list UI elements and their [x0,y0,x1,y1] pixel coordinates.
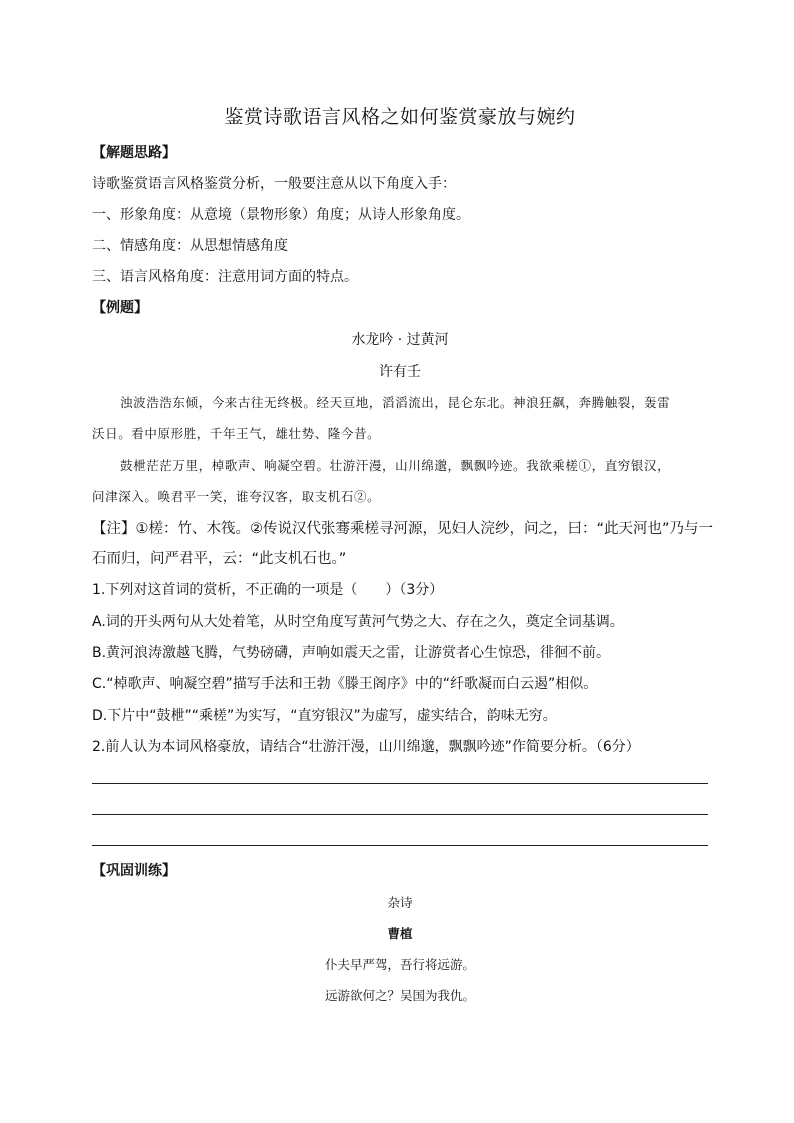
question-1-option-c: C.“棹歌声、响凝空碧”描写手法和王勃《滕王阁序》中的“纤歌凝而白云遏”相似。 [92,676,598,692]
practice-poem-line: 仆夫早严驾，吾行将远游。 [324,957,475,972]
page-title: 鉴赏诗歌语言风格之如何鉴赏豪放与婉约 [224,106,576,128]
question-1-option-a: A.词的开头两句从大处着笔，从时空角度写黄河气势之大、存在之久，奠定全词基调。 [92,614,624,630]
practice-poem-title: 杂诗 [387,895,413,910]
answer-line[interactable] [92,845,708,846]
example-poem-line: 问津深入。唤君平一笑，谁夸汉客，取支机石②。 [92,489,381,504]
approach-point-2: 二、情感角度：从思想情感角度 [92,238,288,254]
answer-line[interactable] [92,783,708,784]
example-poem-line: 沃日。看中原形胜，千年王气，雄壮势、隆今昔。 [92,426,381,441]
practice-poem-line: 远游欲何之？吴国为我仇。 [324,988,475,1003]
example-note-line: 【注】①槎：竹、木筏。②传说汉代张骞乘槎寻河源，见妇人浣纱，问之，曰：“此天河也”乃与一 [92,521,714,537]
example-heading: 【例题】 [92,300,148,316]
practice-heading: 【巩固训练】 [92,863,176,879]
approach-intro: 诗歌鉴赏语言风格鉴赏分析，一般要注意从以下角度入手： [92,176,456,192]
example-poem-line: 鼓枻茫茫万里，棹歌声、响凝空碧。壮游汗漫，山川绵邈，飘飘吟迹。我欲乘槎①，直穷银汉， [120,458,671,473]
example-poem-author: 许有壬 [379,364,421,380]
question-1-option-d: D.下片中“鼓枻”“乘槎”为实写，“直穷银汉”为虚写，虚实结合，韵味无穷。 [92,708,557,724]
question-2-stem: 2.前人认为本词风格豪放，请结合“壮游汗漫，山川绵邈，飘飘吟迹”作简要分析。（6分） [92,739,640,755]
approach-point-1: 一、形象角度：从意境（景物形象）角度；从诗人形象角度。 [92,207,470,223]
answer-line[interactable] [92,814,708,815]
example-note-line: 石而归，问严君平，云：“此支机石也。” [92,551,347,567]
example-poem-title: 水龙吟 · 过黄河 [351,332,449,348]
example-poem-line: 浊波浩浩东倾，今来古往无终极。经天亘地，滔滔流出，昆仑东北。神浪狂飙，奔腾触裂，轰雷 [120,395,671,410]
approach-point-3: 三、语言风格角度：注意用词方面的特点。 [92,269,358,285]
approach-heading: 【解题思路】 [92,145,176,161]
question-1-option-b: B.黄河浪涛激越飞腾，气势磅礴，声响如震天之雷，让游赏者心生惊恐，徘徊不前。 [92,645,611,661]
practice-poem-author: 曹植 [387,926,413,941]
question-1-stem: 1.下列对这首词的赏析，不正确的一项是（ ）（3分） [92,582,444,598]
